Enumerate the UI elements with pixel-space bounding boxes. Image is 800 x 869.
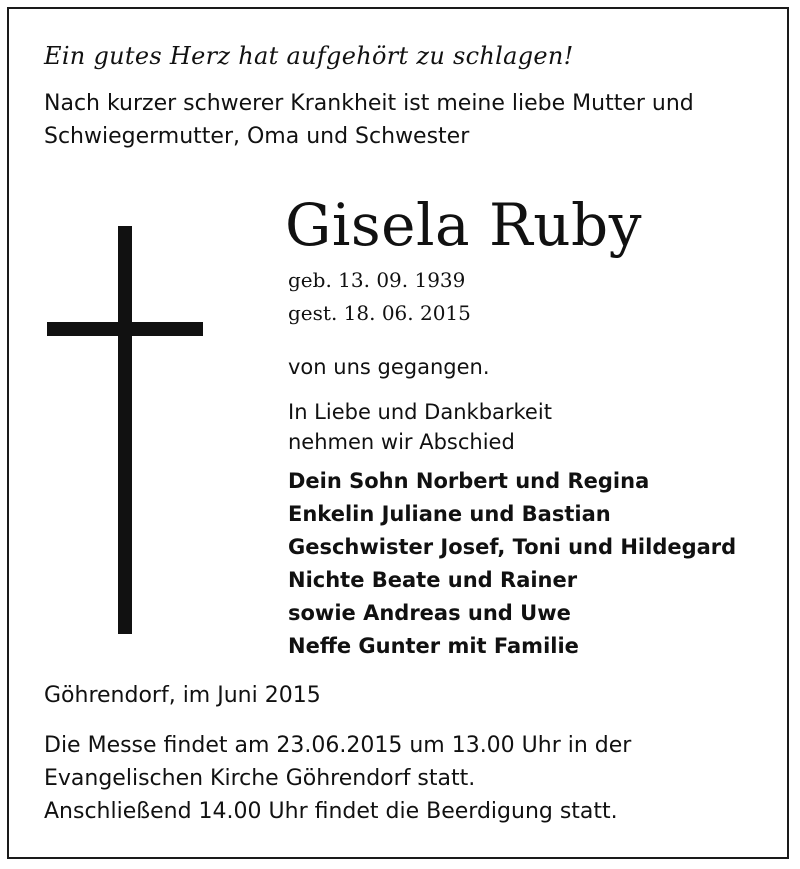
service-line: Anschließend 14.00 Uhr findet die Beerdigung statt. — [44, 799, 618, 824]
deceased-name: Gisela Ruby — [285, 191, 642, 259]
intro-line: Nach kurzer schwerer Krankheit ist meine liebe Mutter und — [44, 91, 694, 116]
mourners-list — [288, 465, 736, 663]
farewell-line: nehmen wir Abschied — [288, 430, 515, 454]
farewell-text — [288, 397, 552, 457]
life-dates — [288, 264, 471, 330]
latin-cross-icon — [47, 226, 203, 634]
death-date: gest. 18. 06. 2015 — [288, 301, 471, 325]
mourner-entry: Enkelin Juliane und Bastian — [288, 502, 611, 526]
mourner-entry: Dein Sohn Norbert und Regina — [288, 469, 650, 493]
cross-vertical-beam — [118, 226, 132, 634]
service-line: Evangelischen Kirche Göhrendorf statt. — [44, 766, 476, 791]
mourner-entry: sowie Andreas und Uwe — [288, 601, 571, 625]
mourner-entry: Nichte Beate und Rainer — [288, 568, 578, 592]
farewell-line: In Liebe und Dankbarkeit — [288, 400, 552, 424]
mourner-entry: Geschwister Josef, Toni und Hildegard — [288, 535, 737, 559]
intro-line: Schwiegermutter, Oma und Schwester — [44, 124, 470, 149]
service-info — [44, 729, 631, 828]
motto: Ein gutes Herz hat aufgehört zu schlagen! — [44, 42, 574, 70]
mourner-entry: Neffe Gunter mit Familie — [288, 634, 579, 658]
cross-horizontal-beam — [47, 322, 203, 336]
intro-text — [44, 87, 764, 153]
passed-away-text: von uns gegangen. — [288, 355, 490, 379]
service-line: Die Messe findet am 23.06.2015 um 13.00 Uhr in der — [44, 733, 632, 758]
birth-date: geb. 13. 09. 1939 — [288, 268, 466, 292]
place-and-date: Göhrendorf, im Juni 2015 — [44, 683, 321, 708]
